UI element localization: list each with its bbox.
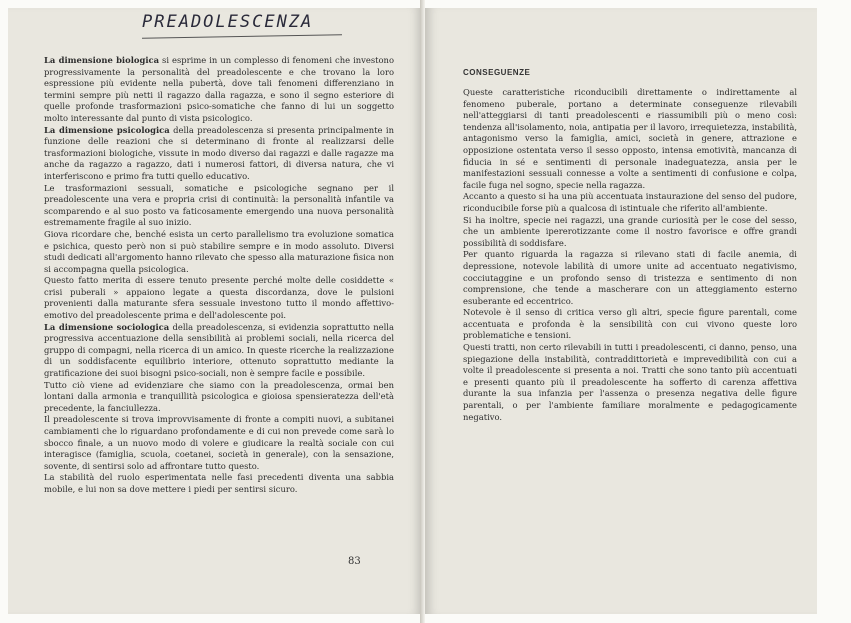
paragraph-text: Giova ricordare che, benché esista un certo parallelismo tra evoluzione somatica e psichica, questo però non si può stabilire sempre e in modo assoluto. Diversi studi dedicati all'argomento hanno rilevato che spesso alla maturazione fisica non si accompagna quella psicologica. [44,228,394,274]
paragraph-text: della preadolescenza si presenta principalmente in funzione delle reazioni che si determinano di fronte al realizzarsi delle trasformazioni biologiche, vissute in modo diverso dai ragazzi e dalle ragazze ma anche da ragazzo a ragazzo, dati i numerosi fattori, di diversa natura, che vi interferiscono e primo fra tutti quello educativo. [44,124,394,181]
paragraph-text: si esprime in un complesso di fenomeni che investono progressivamente la personalità del preadolescente e che trovano la loro espressione più evidente nella pubertà, dove tali fenomeni differenziano in termini sempre più netti il ragazzo dalla ragazza, e sono il segno esteriore di quelle profonde trasformazioni psico-somatiche che fanno di lui un soggetto molto interessante dal punto di vista psicologico. [44,55,394,123]
paragraph [44,275,394,321]
paragraph: Questi tratti, non certo rilevabili in tutti i preadolescenti, ci danno, penso, una spiegazione della instabilità, contraddittorietà e imprevedibilità con cui a volte il preadolescente si presenta a noi. Tratti che sono tanto più accentuati e presenti quanto più il preadolescente ha sofferto di carenza affettiva durante la sua infanzia per l'assenza o presenza negativa delle figure parentali, o per l'ambiente familiare moralmente e pedagogicamente negativo. [463,342,797,422]
paragraph [44,183,394,229]
paragraph-text: della preadolescenza, si evidenzia soprattutto nella progressiva accentuazione della sensibilità ai problemi sociali, nella ricerca del gruppo di compagni, nella ricerca di un amico. In queste ricerche la realizzazione di un soddisfacente equilibrio interiore, ottenuto soprattutto mediante la gratificazione dei suoi bisogni psico-sociali, non è sempre facile e possibile. [44,321,394,379]
paragraph: Per quanto riguarda la ragazza si rilevano stati di facile anemia, di depressione, notevole labilità di umore unite ad accentuato negativismo, cocciutaggine e un profondo senso di tristezza e sentimento di non comprensione, che tende a mascherare con un atteggiamento esterno esuberante ed eccentrico. [463,249,797,306]
paragraph-text: Le trasformazioni sessuali, somatiche e psicologiche segnano per il preadolescente una vera e propria crisi di continuità: la personalità infantile va scomparendo e al suo posto va faticosamente emergendo una nuova personalità estremamente fragile al suo inizio. [44,182,394,228]
paragraph-lead: La dimensione psicologica [44,124,170,135]
paragraph-text: Il preadolescente si trova improvvisamente di fronte a compiti nuovi, a subitanei cambiamenti che lo riguardano profondamente e di cui non prevede come sarà lo sbocco finale, a un nuovo modo di volere e giudicare la realtà sociale con cui interagisce (famiglia, scuola, coetanei, società in generale), con la sensazione, sovente, di sentirsi solo ad affrontare tutto questo. [44,414,394,471]
page-number: 83 [348,556,361,567]
paragraph-text: Questo fatto merita di essere tenuto presente perché molte delle cosiddette « crisi puberali » appaiono legate a questa discordanza, dove le pulsioni provenienti dalla maturante sfera sessuale investono tutto il mondo affettivo-emotivo del preadolescente prima e dell'adolescente poi. [44,275,394,321]
section-title: CONSEGUENZE [463,68,531,77]
handwritten-underline [142,34,342,38]
left-page [8,8,420,614]
paragraph [44,322,394,380]
paragraph [44,125,394,183]
paragraph [44,55,394,125]
left-page-text [44,55,394,496]
right-page [425,8,817,614]
paragraph [44,380,394,415]
paragraph [44,414,394,472]
paragraph-text: Tutto ciò viene ad evidenziare che siamo con la preadolescenza, ormai ben lontani dalla armonia e tranquillità psicologica e gioiosa spensieratezza dell'età precedente, la fanciullezza. [44,379,394,413]
paragraph-text: La stabilità del ruolo esperimentata nelle fasi precedenti diventa una sabbia mobile, e lui non sa dove mettere i piedi per sentirsi sicuro. [44,472,394,494]
right-page-text [463,87,797,423]
paragraph-lead: La dimensione sociologica [44,321,170,332]
paragraph: Si ha inoltre, specie nei ragazzi, una grande curiosità per le cose del sesso, che un ambiente ipererotizzante come il nostro favorisce e offre grandi possibilità di soddisfare. [463,214,797,248]
paragraph [44,229,394,275]
handwritten-title: PREADOLESCENZA [142,12,314,32]
paragraph-lead: La dimensione biologica [44,55,160,65]
paragraph: Queste caratteristiche riconducibili direttamente o indirettamente al fenomeno puberale, portano a determinate conseguenze rilevabili nell'atteggiarsi di tanti preadolescenti e riassumibili più o meno così: tendenza all'isolamento, noia, antipatia per il lavoro, irrequietezza, instabilità, antagonismo verso la famiglia, amici, società in genere, attrazione e opposizione ostentata verso il sesso opposto, intensa emotività, mancanza di fiducia in sé e sentimenti di personale inadeguatezza, ansia per le manifestazioni sessuali connesse a volte a sentimenti di confusione e colpa, facile fuga nel sogno, specie nella ragazza. [463,87,797,190]
paragraph: Accanto a questo si ha una più accentuata instaurazione del senso del pudore, riconducibile forse più a qualcosa di istintuale che riferito all'ambiente. [463,191,797,213]
paragraph [44,472,394,495]
paragraph: Notevole è il senso di critica verso gli altri, specie figure parentali, come accentuata e profonda è la sensibilità con cui vivono queste loro problematiche e tensioni. [463,307,797,341]
